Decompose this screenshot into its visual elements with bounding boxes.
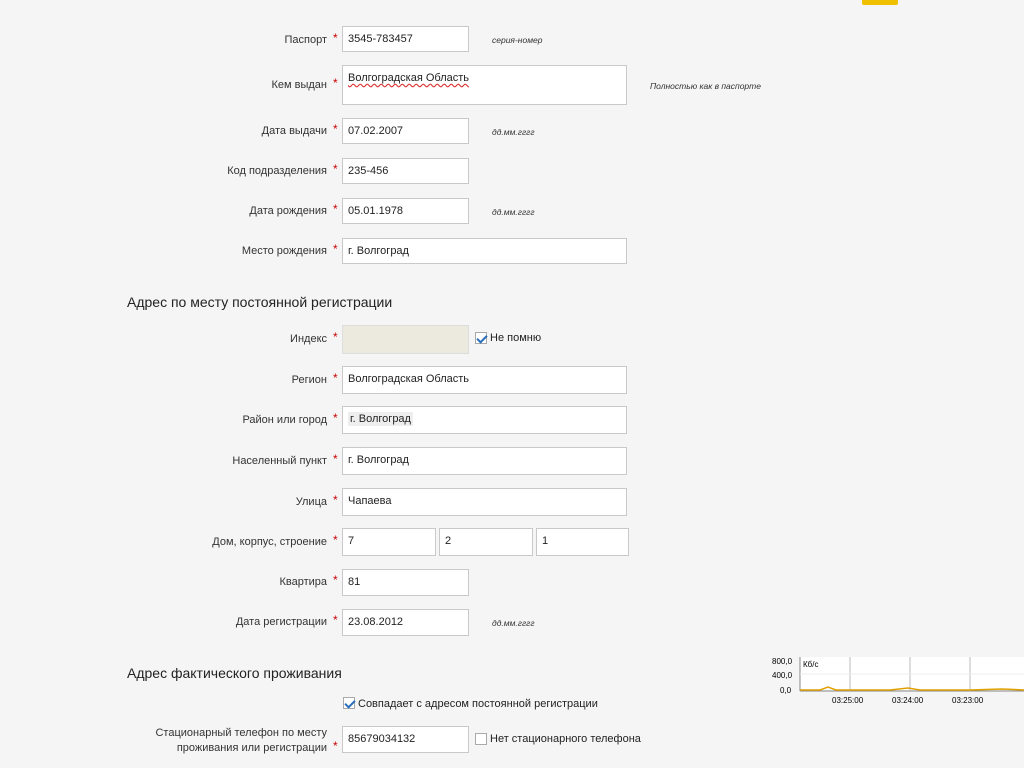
birth-place-input[interactable]: г. Волгоград <box>342 238 627 264</box>
required-mark: * <box>333 739 338 753</box>
no-phone-checkbox[interactable] <box>475 733 487 745</box>
issue-date-hint: дд.мм.гггг <box>492 127 535 137</box>
required-mark: * <box>333 613 338 627</box>
reg-date-hint: дд.мм.гггг <box>492 618 535 628</box>
required-mark: * <box>333 330 338 344</box>
district-input[interactable] <box>342 406 627 434</box>
birth-date-label: Дата рождения <box>249 205 327 217</box>
x-tick-2: 03:24:00 <box>892 696 924 705</box>
phone-label-line1: Стационарный телефон по месту <box>155 727 327 739</box>
network-graph <box>770 655 1024 705</box>
birth-date-input[interactable]: 05.01.1978 <box>342 198 469 224</box>
dont-remember-checkbox[interactable] <box>475 332 487 344</box>
reg-date-input[interactable]: 23.08.2012 <box>342 609 469 636</box>
required-mark: * <box>333 411 338 425</box>
region-input[interactable]: Волгоградская Область <box>342 366 627 394</box>
required-mark: * <box>333 371 338 385</box>
structure-input[interactable]: 1 <box>536 528 629 556</box>
passport-hint: серия-номер <box>492 35 543 45</box>
phone-label-line2: проживания или регистрации <box>176 742 327 754</box>
locality-input[interactable]: г. Волгоград <box>342 447 627 475</box>
house-label: Дом, корпус, строение <box>212 536 327 548</box>
birth-date-hint: дд.мм.гггг <box>492 207 535 217</box>
graph-unit: Кб/с <box>803 660 819 669</box>
required-mark: * <box>333 31 338 45</box>
district-value: г. Волгоград <box>350 413 411 425</box>
region-label: Регион <box>291 374 327 386</box>
street-input[interactable]: Чапаева <box>342 488 627 516</box>
same-as-reg-label: Совпадает с адресом постоянной регистрации <box>358 698 598 710</box>
dept-code-label: Код подразделения <box>227 165 327 177</box>
house-input[interactable]: 7 <box>342 528 436 556</box>
network-graph-svg <box>770 655 1024 705</box>
issued-by-textarea[interactable] <box>342 65 627 105</box>
index-input[interactable] <box>342 325 469 354</box>
x-tick-1: 03:25:00 <box>832 696 864 705</box>
issued-by-hint: Полностью как в паспорте <box>650 81 761 91</box>
required-mark: * <box>333 452 338 466</box>
x-tick-3: 03:23:00 <box>952 696 984 705</box>
required-mark: * <box>333 493 338 507</box>
required-mark: * <box>333 202 338 216</box>
gift-icon[interactable] <box>862 0 898 5</box>
apartment-label: Квартира <box>279 576 327 588</box>
required-mark: * <box>333 573 338 587</box>
issue-date-input[interactable]: 07.02.2007 <box>342 118 469 144</box>
no-phone-label: Нет стационарного телефона <box>490 733 641 745</box>
same-as-reg-checkbox[interactable] <box>343 697 355 709</box>
phone-input[interactable]: 85679034132 <box>342 726 469 753</box>
locality-label: Населенный пункт <box>232 455 327 467</box>
required-mark: * <box>333 533 338 547</box>
issue-date-label: Дата выдачи <box>261 125 327 137</box>
y-tick-400: 400,0 <box>772 671 793 680</box>
passport-input[interactable]: 3545-783457 <box>342 26 469 52</box>
required-mark: * <box>333 162 338 176</box>
reg-address-title: Адрес по месту постоянной регистрации <box>127 294 393 310</box>
y-tick-0: 0,0 <box>780 686 792 695</box>
passport-label: Паспорт <box>284 34 327 46</box>
street-label: Улица <box>295 496 327 508</box>
reg-date-label: Дата регистрации <box>235 616 327 628</box>
district-label: Район или город <box>242 414 327 426</box>
issued-by-label: Кем выдан <box>271 79 327 91</box>
required-mark: * <box>333 122 338 136</box>
required-mark: * <box>333 76 338 90</box>
dont-remember-label: Не помню <box>490 332 542 344</box>
building-input[interactable]: 2 <box>439 528 533 556</box>
index-label: Индекс <box>290 333 327 345</box>
actual-address-title: Адрес фактического проживания <box>127 665 342 681</box>
required-mark: * <box>333 242 338 256</box>
birth-place-label: Место рождения <box>241 245 327 257</box>
apartment-input[interactable]: 81 <box>342 569 469 596</box>
y-tick-800: 800,0 <box>772 657 793 666</box>
dept-code-input[interactable]: 235-456 <box>342 158 469 184</box>
issued-by-value: Волгоградская Область <box>348 72 470 84</box>
